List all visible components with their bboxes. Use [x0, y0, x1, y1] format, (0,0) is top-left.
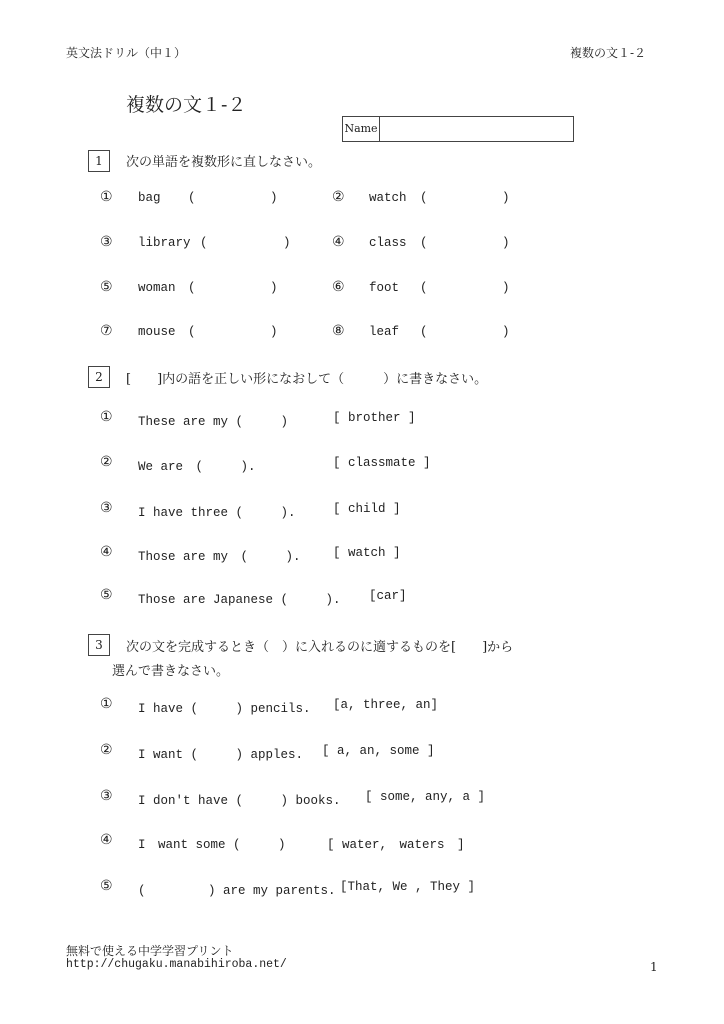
header-right: 複数の文１-２: [570, 46, 647, 60]
s3-item-number: ①: [100, 696, 113, 712]
s1-item-number: ④: [332, 234, 345, 250]
s2-item-number: ③: [100, 500, 113, 516]
s1-item-number: ⑥: [332, 279, 345, 295]
s3-item-number: ④: [100, 832, 113, 848]
page-number: 1: [650, 960, 658, 974]
s2-item-hint: [ classmate ]: [333, 456, 431, 470]
page-title: 複数の文１-２: [126, 94, 247, 116]
s1-item-open: (: [188, 325, 196, 339]
s2-item-hint: [ watch ]: [333, 546, 401, 560]
s1-item-open: (: [420, 325, 428, 339]
s1-item-close: ): [270, 191, 278, 205]
s1-item-word: library: [138, 236, 191, 250]
s1-item-open: (: [420, 191, 428, 205]
s3-item-number: ③: [100, 788, 113, 804]
s3-item-choices: [ water, waters ]: [327, 838, 465, 852]
s3-item-sentence: I don't have ( ) books.: [138, 794, 341, 808]
s1-item-word: leaf: [369, 325, 400, 339]
s1-item-close: ): [502, 191, 510, 205]
s1-item-word: woman: [138, 281, 176, 295]
s3-item-number: ⑤: [100, 878, 113, 894]
section-2-number: 2: [88, 366, 110, 388]
s1-item-open: (: [200, 236, 208, 250]
s2-item-sentence: I have three ( ).: [138, 506, 296, 520]
s3-item-choices: [That, We , They ]: [340, 880, 476, 894]
s3-item-number: ②: [100, 742, 113, 758]
s3-item-sentence: ( ) are my parents.: [138, 884, 336, 898]
s1-item-number: ②: [332, 189, 345, 205]
s1-item-close: ): [502, 281, 510, 295]
s1-item-open: (: [420, 236, 428, 250]
s1-item-number: ①: [100, 189, 113, 205]
name-label: Name: [343, 117, 380, 141]
s1-item-open: (: [420, 281, 428, 295]
s1-item-close: ): [502, 325, 510, 339]
s3-item-choices: [a, three, an]: [333, 698, 439, 712]
s1-item-word: bag: [138, 191, 161, 205]
s2-item-number: ②: [100, 454, 113, 470]
s1-item-close: ): [270, 281, 278, 295]
section-3-instruction-line2: 選んで書きなさい。: [112, 664, 230, 679]
s3-item-choices: [ a, an, some ]: [322, 744, 435, 758]
s1-item-open: (: [188, 281, 196, 295]
section-3-number: 3: [88, 634, 110, 656]
s1-item-number: ⑤: [100, 279, 113, 295]
s3-item-sentence: I have ( ) pencils.: [138, 702, 311, 716]
s2-item-number: ⑤: [100, 587, 113, 603]
s3-item-sentence: I want some ( ): [138, 838, 286, 852]
s1-item-word: class: [369, 236, 407, 250]
footer-site-title: 無料で使える中学学習プリント: [66, 944, 234, 958]
name-field[interactable]: [342, 116, 574, 142]
section-1-instruction: 次の単語を複数形に直しなさい。: [126, 155, 322, 170]
s1-item-number: ⑦: [100, 323, 113, 339]
s1-item-word: mouse: [138, 325, 176, 339]
section-1-number: 1: [88, 150, 110, 172]
section-3-instruction-line1: 次の文を完成するとき（ ）に入れるのに適するものを[ ]から: [126, 640, 514, 655]
s3-item-choices: [ some, any, a ]: [365, 790, 486, 804]
s3-item-sentence: I want ( ) apples.: [138, 748, 304, 762]
s2-item-hint: [ child ]: [333, 502, 401, 516]
s2-item-sentence: Those are Japanese ( ).: [138, 593, 341, 607]
s1-item-close: ): [283, 236, 291, 250]
s2-item-number: ①: [100, 409, 113, 425]
s1-item-close: ): [502, 236, 510, 250]
s1-item-open: (: [188, 191, 196, 205]
footer-url[interactable]: http://chugaku.manabihiroba.net/: [66, 958, 287, 971]
s2-item-number: ④: [100, 544, 113, 560]
s1-item-number: ⑧: [332, 323, 345, 339]
s1-item-word: foot: [369, 281, 400, 295]
s2-item-sentence: We are ( ).: [138, 460, 256, 474]
s2-item-hint: [car]: [369, 589, 407, 603]
s2-item-sentence: These are my ( ): [138, 415, 289, 429]
s2-item-sentence: Those are my ( ).: [138, 550, 301, 564]
s1-item-number: ③: [100, 234, 113, 250]
header-left: 英文法ドリル（中１）: [66, 46, 187, 60]
section-2-instruction: [ ]内の語を正しい形になおして（ ）に書きなさい。: [126, 372, 488, 387]
s2-item-hint: [ brother ]: [333, 411, 416, 425]
s1-item-close: ): [270, 325, 278, 339]
s1-item-word: watch: [369, 191, 407, 205]
